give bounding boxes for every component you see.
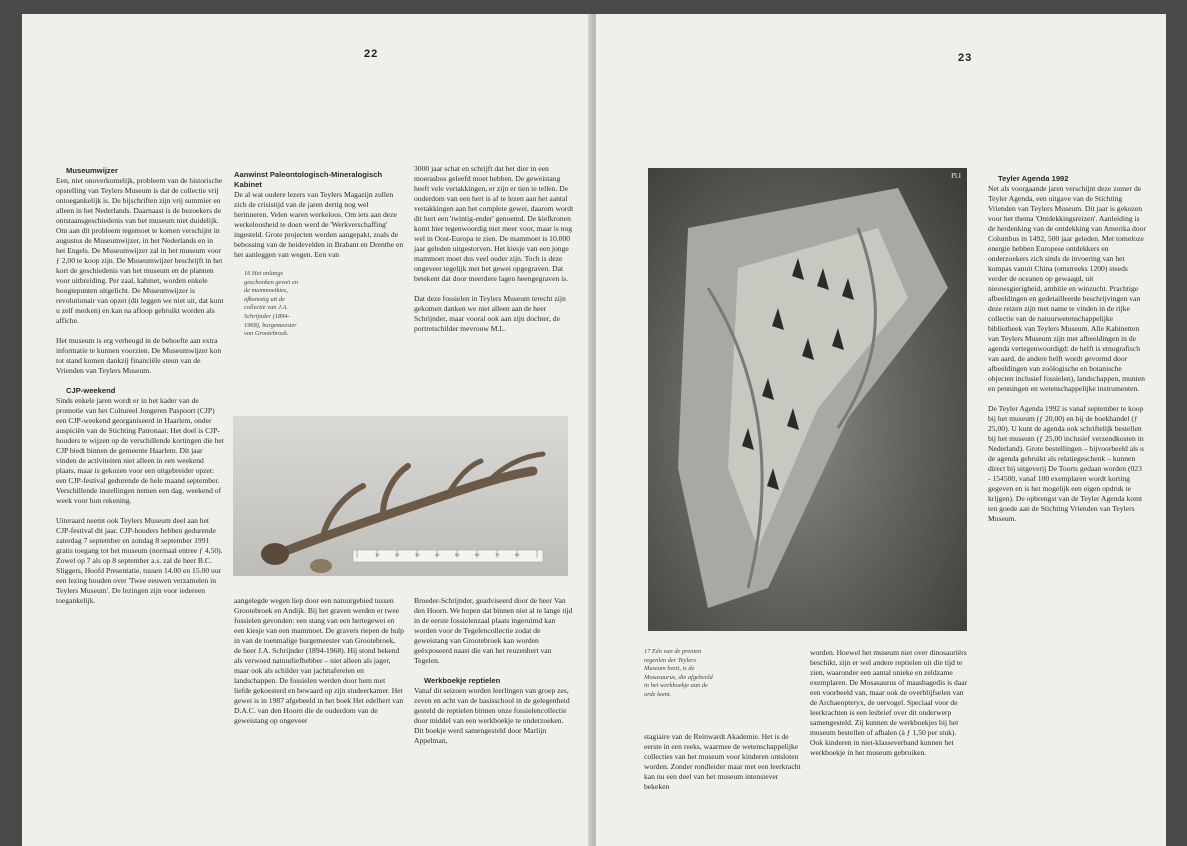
ruler-label: 70 bbox=[495, 552, 500, 557]
paragraph: Broeder-Schrijnder, geadviseerd door de heer Van den Hoorn. We hopen dat binnen niet al te lange tijd in de eerste fossielenzaal plaats ingeruimd kan worden voor de Tegelencollectie zodat de geweistang van Grootebroek kan worden geëxposeerd naast die van het reuzenhert van Tegelen. bbox=[414, 596, 573, 665]
aanwinst-section bbox=[234, 170, 404, 260]
paragraph: stagiaire van de Reinwardt Akademie. Het is de eerste in een reeks, waarmee de wetenschappelijke collecties van het museum voor kinderen ontsloten worden. Zonder rondleider maar met een leerkracht kan nu een deel van het museum intensiever bekeken bbox=[644, 732, 801, 791]
paragraph: Uiteraard neemt ook Teylers Museum deel aan het CJP-festival dit jaar. CJP-houders hebben gedurende zaterdag 7 september en zondag 8 september 1991 gratis toegang tot het museum (normaal entree ƒ 4,50). Zowel op 7 als op 8 september a.s. zal de heer B.C. Sliggers, Hoofd Presentatie, tussen 14.00 en 15.00 uur een lezing houden over 'Twee eeuwen verzamelen in Teylers Museum'. De lezingen zijn voor iedereen toegankelijk. bbox=[56, 516, 223, 605]
section-heading: Aanwinst Paleontologisch-Mineralogisch Kabinet bbox=[234, 170, 383, 189]
paragraph: De Teyler Agenda 1992 is vanaf september te koop bij het museum (ƒ 20,00) en bij de boekhandel (ƒ 25,00). U kunt de agenda ook schriftelijk bestellen bij het museum (ƒ 25,00 inclusief verzendkosten in Nederland). Grote bestellingen – bijvoorbeeld als u de agenda gebruikt als relatiegeschenk – kunnen direct bij uitgeverij De Toorts gedaan worden (023 - 154500, vanaf 100 exemplaren wordt korting gegeven en is het mogelijk een eigen opdruk te krijgen). De opbrengst van de Teyler Agenda komt ten goede aan de Stichting Vrienden van Teylers Museum. bbox=[988, 404, 1144, 523]
ruler-label: 60 bbox=[475, 552, 480, 557]
werkboekje-section bbox=[414, 676, 574, 746]
ruler-label: 30 bbox=[415, 552, 420, 557]
column-right-bottom bbox=[414, 596, 574, 756]
paragraph: Sinds enkele jaren wordt er in het kader van de promotie van het Cultureel Jongeren Paspoort (CJP) een CJP-weekend georganiseerd in Haarlem, onder auspiciën van de Stichting Patronaat. Het doel is CJP-houders te wijzen op de verschillende kortingen die het CJP biedt binnen de gemeente Haarlem. Dit jaar vinden de activiteiten niet alleen in een weekend plaats, maar is gekozen voor een uitgebreider opzet: een CJP-festival gedurende de hele maand september. Verschillende instellingen nemen een dag, weekend of week voor hun rekening. bbox=[56, 396, 224, 505]
paragraph: aangelegde wegen liep door een natuurgebied tussen Grootebroek en Andijk. Bij het graven werden er twee fossielen gevonden: een stang van een hertegewei en een kiesje van een mammoet. De gravers riepen de hulp in van de toenmalige burgemeester van Grootebroek, de heer J.A. Schrijnder (1894-1968). Hij stond bekend als verwoed natuurliefhebber – niet alleen als jager, maar ook als schilder van jachttaferelen en landschappen. De fossielen werden door hem met liefde gekoesterd en bewaard op zijn studeerkamer. Het gewei is in 1987 afgebeeld in het boek Het edelhert van D.A.C. van den Hoorn die de ouderdom van de geweistang op ongeveer bbox=[234, 596, 404, 725]
ruler-label: 20 bbox=[395, 552, 400, 557]
right-page bbox=[596, 14, 1166, 846]
column-middle-top bbox=[234, 170, 404, 349]
paragraph: Het museum is erg verheugd in de behoefte aan extra informatie te kunnen voorzien. De Museumwijzer kon tot stand komen dankzij financiële steun van de Vrienden van Teylers Museum. bbox=[56, 336, 222, 375]
left-page bbox=[22, 14, 592, 846]
page-number: 23 bbox=[958, 52, 973, 64]
figure-caption: 17 Eén van de prenten regenlen der Teylers Museum bezit, is de Mosasaurus, die afgebeeld in het werkboekje aan de orde komt. bbox=[644, 648, 713, 698]
paragraph: Dat deze fossielen in Teylers Museum terecht zijn gekomen danken we niet alleen aan de heer Schrijnder, maar vooral ook aan zijn dochter, de portretschilder mevrouw M.L. bbox=[414, 294, 566, 333]
figure-caption: 16 Het onlangs geschonken gewei en de mammoetkies, afkomstig uit de collectie van J.A. Schrijnder (1894-1968), burgemeester van Grootebroek. bbox=[244, 270, 298, 338]
section-heading: CJP-weekend bbox=[66, 386, 116, 395]
paragraph: 3000 jaar schat en schrijft dat het dier in een moerasbos geleefd moet hebben. De geweistang heeft vele vertakkingen, er zijn er tien te tellen. De ouderdom van een hert is af te lezen aan het aantal vertakkingen aan het complete gewei, daarom wordt dit hert een 'twintig-ender' genoemd. De kiefkronen komt hier tegenwoordig niet meer voor, maar is nog wel in Oost-Europa te zien. De mammoet is 10.000 jaar geleden uitgestorven. Het kiesje van een jonge mammoet moet dus veel ouder zijn. Toch is deze ongeveer tegelijk met het gewei opgegraven. Dat betekent dat door meerdere lagen heengegraven is. bbox=[414, 164, 574, 283]
paragraph: worden. Hoewel het museum niet over dinosauriërs beschikt, zijn er wel andere reptielen uit die tijd te zien, waaronder een aantal unieke en zeldzame exemplaren. De Mosasaurus of maasbagedis is daar een voorbeeld van, maar ook de overblijfselen van de Archaeopteryx, de oervogel. Speciaal voor de leerkrachten is een lesbrief over dit onderwerp samengesteld. Zij kunnen de werkboekjes bij het museum bestellen of afhalen (à ƒ 1,50 per stuk). Ook kinderen in niet-klasseverband kunnen het werkboekje in het museum gebruiken. bbox=[810, 648, 968, 757]
paragraph: De al wat oudere lezers van Teylers Magazijn zullen zich de crisistijd van de jaren dertig nog wel herinneren. Velen waren werkeloos. Om iets aan deze werkeloosheid te doen werd de 'Werkverschaffing' ingesteld. Grote projecten werden aangepakt, zoals de bebossing van de heidevelden in Brabant en Drenthe en het aanleggen van wegen. Een van bbox=[234, 190, 404, 259]
cjp-section bbox=[56, 386, 224, 506]
paragraph: Net als voorgaande jaren verschijnt deze zomer de Teyler Agenda, een uitgave van de Stichting Vrienden van Teylers Museum. Dit jaar is gekozen voor het thema 'Ontdekkingsreizen'. Aanleiding is de herdenking van de ontdekking van Amerika door Columbus in 1492, 500 jaar geleden. Met tomeloze energie hebben Europese ontdekkers en onderzoekers zich sinds de invoering van het kompas vanuit China (omstreeks 1200) steeds verder de oceanen op gewaagd, uit nieuwsgierigheid, ambitie en winzucht. Prachtige afbeeldingen en gedetailleerde beschrijvingen van deze reizen zijn met name te vinden in de rijke collectie van de natuurwetenschappelijke bibliotheek van Teylers Museum. Alle Kabinetten van Teylers Museum zijn met afbeeldingen in de agenda vertegenwoordigd: de helft is etnografisch van aard, de andere helft wordt gevormd door afbeeldingen van zoölogische en botanische objecten inclusief fossielen), landschappen, munten en penningen en wetenschappelijke instrumenten. bbox=[988, 184, 1146, 393]
column-middle-bottom bbox=[644, 732, 804, 802]
ruler-label: 50 bbox=[455, 552, 460, 557]
section-heading: Werkboekje reptielen bbox=[424, 676, 501, 685]
ruler-label: 80 bbox=[515, 552, 520, 557]
column-left bbox=[56, 166, 224, 616]
museumwijzer-section bbox=[56, 166, 224, 326]
antler-photo bbox=[233, 416, 568, 576]
fossil-illustration bbox=[648, 168, 967, 631]
ruler-label: 40 bbox=[435, 552, 440, 557]
section-heading: Teyler Agenda 1992 bbox=[998, 174, 1069, 183]
column-right-bottom bbox=[810, 648, 970, 768]
mosasaurus-plate bbox=[648, 168, 967, 631]
column-middle-bottom bbox=[234, 596, 404, 736]
antler-illustration bbox=[233, 416, 568, 576]
column-right-top bbox=[414, 164, 574, 344]
section-heading: Museumwijzer bbox=[66, 166, 118, 175]
paragraph: Een, niet onoverkomelijk, probleem van de historische opstelling van Teylers Museum is dat de collectie vrij ontoegankelijk is. De bijschriften zijn vrij summier en alleen in het Nederlands. Daarnaast is de bezoekers de ontstaansgeschiedenis van het museum niet duidelijk. Om aan dit probleem tegemoet te komen verschijnt in augustus de Museumwijzer, in het Nederlands en in het Engels. De Museumwijzer zal in het museum voor ƒ 2,00 te koop zijn. De Museumwijzer beschrijft in het kort de geschiedenis van het museum en de plannen voor uitbreiding. Per zaal, kabinet, worden enkele hoogtepunten uitgelicht. De Museumwijzer is revolutionair van opzet (dit leggen we niet uit, dat kunt u zelf merken) en kan na afloop gebruikt worden als affiche. bbox=[56, 176, 224, 325]
plate-label: Pl.I bbox=[951, 172, 961, 180]
paragraph: Vanaf dit seizoen worden leerlingen van groep zes, zeven en acht van de basisschool in de gelegenheid gesteld de reptielen binnen onze fossielencollectie door middel van een werkboekje te onderzoeken. Dit boekje werd samengesteld door Marlijn Appelman, bbox=[414, 686, 570, 745]
ruler-label: 10 bbox=[375, 552, 380, 557]
column-agenda bbox=[988, 174, 1146, 534]
page-number: 22 bbox=[364, 48, 379, 60]
agenda-section bbox=[988, 174, 1146, 394]
